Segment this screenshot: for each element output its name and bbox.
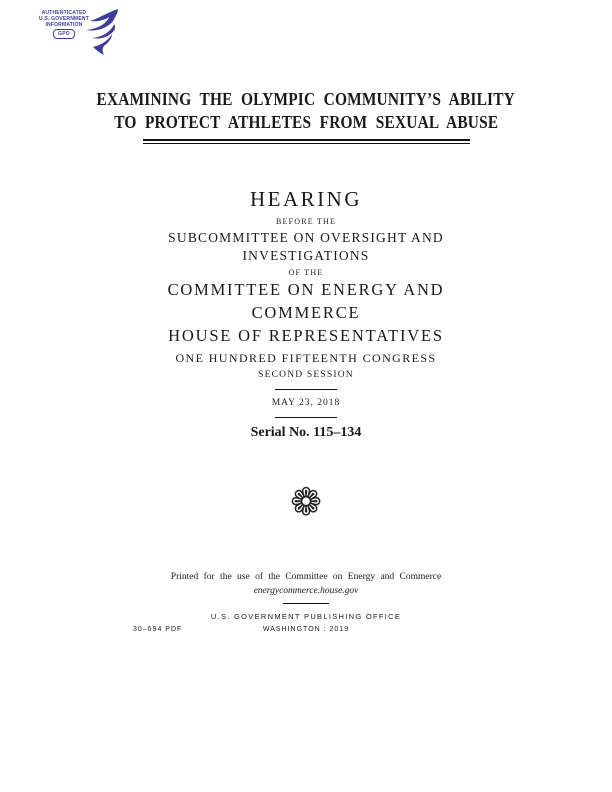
hearing-heading: HEARING — [250, 187, 362, 211]
date-rule-bottom — [275, 417, 337, 418]
gpo-badge: GPO — [53, 29, 75, 39]
serial-number: Serial No. 115–134 — [250, 425, 362, 440]
gpo-authentication-logo — [38, 8, 118, 56]
session-label: SECOND SESSION — [258, 370, 354, 380]
printed-for-line: Printed for the use of the Committee on Energy and Commerce — [170, 572, 442, 582]
document-title — [0, 88, 612, 134]
title-line-2: TO PROTECT ATHLETES FROM SEXUAL ABUSE — [113, 112, 499, 132]
committee-website: energycommerce.house.gov — [253, 586, 359, 596]
of-the-label: OF THE — [288, 268, 324, 277]
subcommittee-line-1: SUBCOMMITTEE ON OVERSIGHT AND — [168, 230, 444, 245]
title-line-1: EXAMINING THE OLYMPIC COMMUNITY’S ABILITY — [96, 89, 516, 109]
flower-ornament-icon: ❁ — [290, 482, 322, 524]
footer-rule — [283, 603, 329, 604]
publication-place-year: WASHINGTON : 2019 — [262, 626, 350, 633]
committee-line-1: COMMITTEE ON ENERGY AND — [167, 280, 445, 299]
before-the-label: BEFORE THE — [275, 217, 337, 226]
gpo-text-information: INFORMATION — [45, 22, 83, 28]
gpo-text-authenticated: AUTHENTICATED — [41, 10, 87, 16]
publisher-line: U.S. GOVERNMENT PUBLISHING OFFICE — [210, 612, 402, 621]
date-rule-top — [275, 389, 337, 390]
hearing-date: MAY 23, 2018 — [271, 398, 341, 408]
gpo-text-us-government: U.S. GOVERNMENT — [39, 16, 89, 22]
subcommittee-line-2: INVESTIGATIONS — [242, 248, 370, 263]
title-double-rule — [143, 139, 470, 144]
imprint-row — [0, 626, 612, 633]
gpo-document-number: 30–694 PDF — [133, 626, 183, 633]
committee-line-2: COMMERCE — [251, 303, 361, 322]
congress-label: ONE HUNDRED FIFTEENTH CONGRESS — [175, 351, 437, 365]
gpo-eagle-icon — [78, 8, 120, 56]
chamber-name: HOUSE OF REPRESENTATIVES — [168, 326, 444, 345]
